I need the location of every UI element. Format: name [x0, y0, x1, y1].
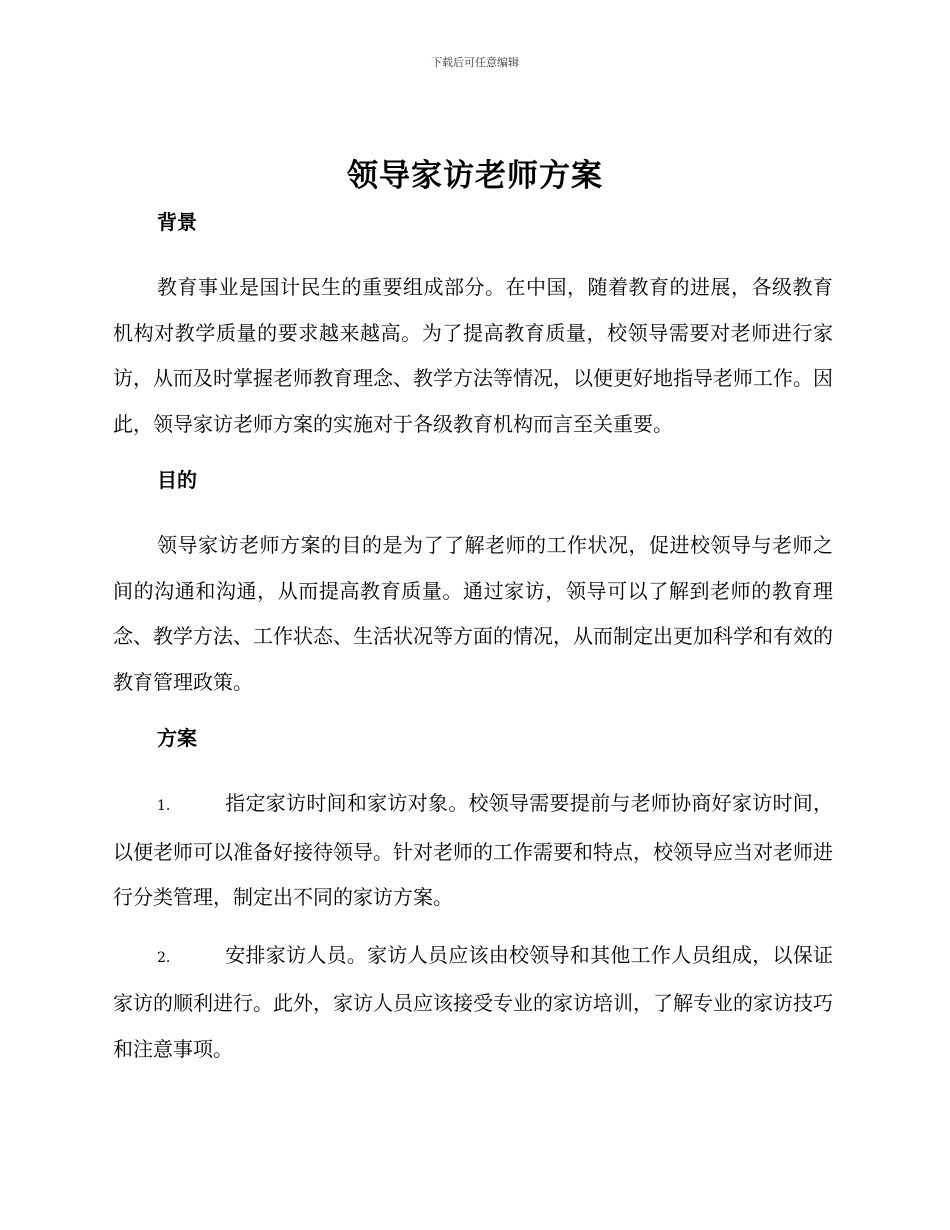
list-item-number: 1. [157, 798, 171, 814]
list-item-text: 安排家访人员。家访人员应该由校领导和其他工作人员组成，以保证家访的顺利进行。此外，家访人员应该接受专业的家访培训，了解专业的家访技巧和注意事项。 [113, 942, 833, 1061]
section-paragraph-background: 教育事业是国计民生的重要组成部分。在中国，随着教育的进展，各级教育机构对教学质量的要求越来越高。为了提高教育质量，校领导需要对老师进行家访，从而及时掌握老师教育理念、教学方法等情况，以便更好地指导老师工作。因此，领导家访老师方案的实施对于各级教育机构而言至关重要。 [113, 275, 833, 436]
document-title: 领导家访老师方案 [347, 158, 603, 194]
page-header-note: 下载后可任意编辑 [431, 56, 519, 69]
document-body [113, 205, 833, 1072]
list-item [113, 781, 833, 921]
list-item-text: 指定家访时间和家访对象。校领导需要提前与老师协商好家访时间，以便老师可以准备好接待领导。针对老师的工作需要和特点，校领导应当对老师进行分类管理，制定出不同的家访方案。 [113, 791, 833, 909]
list-item [113, 933, 833, 1073]
section-heading-background: 背景 [157, 210, 197, 234]
section-heading-purpose: 目的 [157, 468, 197, 492]
list-item-number: 2. [157, 949, 171, 966]
section-heading-plan: 方案 [157, 726, 197, 750]
section-paragraph-purpose: 领导家访老师方案的目的是为了了解老师的工作状况，促进校领导与老师之间的沟通和沟通，从而提高教育质量。通过家访，领导可以了解到老师的教育理念、教学方法、工作状态、生活状况等方面的情况，从而制定出更加科学和有效的教育管理政策。 [113, 533, 833, 694]
